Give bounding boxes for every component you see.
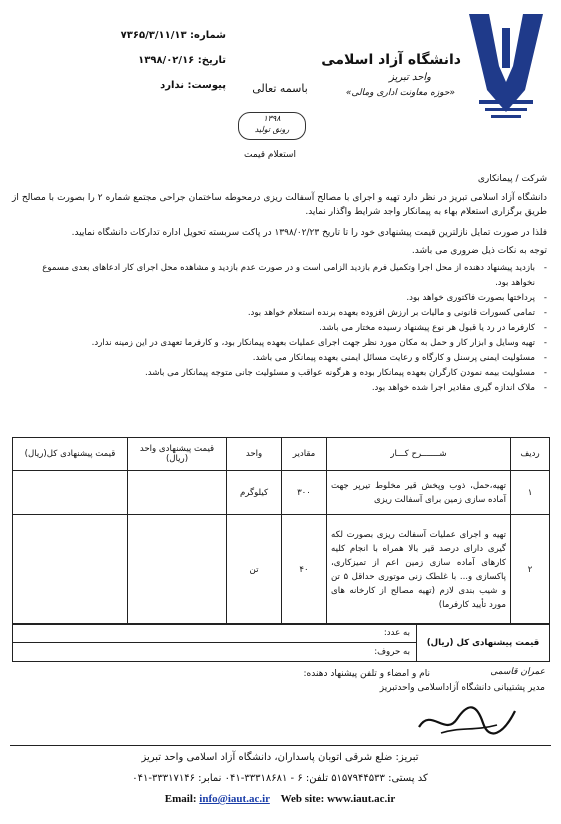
condition-item: - پرداختها بصورت فاکتوری خواهد بود. — [20, 291, 553, 306]
letter-attachment — [46, 80, 226, 91]
row-unit-price-field[interactable] — [128, 471, 227, 515]
table-row — [13, 515, 550, 625]
condition-item: - تهیه وسایل و ابزار کار و حمل به مکان مورد نظر جهت اجرای عملیات بعهده پیمانکار بود، و کارفرما تعهدی در این زمینه ندارد. — [20, 336, 553, 351]
bidder-signature-label: نام و امضاء و تلفن پیشنهاد دهنده: — [303, 669, 430, 679]
letter-number-label: شماره: — [190, 30, 226, 41]
table-row — [13, 471, 550, 515]
header-unit-price: قیمت پیشنهادی واحد (ریال) — [128, 438, 227, 471]
bismillah: باسمه تعالی — [252, 82, 308, 95]
row-total-price-field[interactable] — [13, 515, 128, 625]
intro-paragraph: دانشگاه آزاد اسلامی تبریز در نظر دارد تهیه و اجرای با مصالح آسفالت ریزی درمحوطه ساختمان جراحی مجتمع شماره ۲ را بصورت با مصالح از طریق برگزاری استعلام بهاء به پیمانکار واجد شرایط واگذار نماید. — [12, 193, 547, 217]
conditions-list — [20, 261, 553, 396]
email-label: Email: — [164, 793, 197, 805]
items-table — [12, 437, 550, 625]
condition-item: - مسئولیت بیمه نمودن کارگران بعهده پیمانکار بوده و هرگونه عواقب و مسئولیت جانی متوجه پیمانکار می باشد. — [20, 366, 553, 381]
letter-date — [46, 55, 226, 66]
row-unit: تن — [227, 515, 282, 625]
handwritten-signature — [411, 697, 521, 743]
row-quantity: ۳۰۰ — [282, 471, 327, 515]
footer-divider — [10, 745, 551, 746]
row-number: ۱ — [511, 471, 550, 515]
letter-attachment-value: ندارد — [160, 80, 184, 91]
condition-item: - بازدید پیشنهاد دهنده از محل اجرا وتکمیل فرم بازدید الزامی است و در صورت عدم بازدید و مشاهده محل اجرای کار ادعاهای بعدی مسموع نخواهد بود. — [20, 261, 553, 291]
footer-contacts: کد پستی: ۵۱۵۷۹۴۴۵۳۳ تلفن: ۶ - ۳۳۳۱۸۶۸۱-۰۴۱ نمابر: ۳۳۳۱۷۱۴۶-۰۴۱ — [132, 773, 428, 784]
notes-intro: توجه به نکات ذیل ضروری می باشد. — [411, 246, 547, 256]
email-link[interactable]: info@iaut.ac.ir — [199, 793, 270, 805]
total-in-words-field[interactable]: به حروف: — [13, 643, 417, 662]
header-total-price: قیمت پیشنهادی کل(ریال) — [13, 438, 128, 471]
condition-item: - تمامی کسورات قانونی و مالیات بر ارزش افزوده بعهده برنده استعلام خواهد بود. — [20, 306, 553, 321]
letter-number — [46, 30, 226, 41]
header-quantity: مقادیر — [282, 438, 327, 471]
website-link[interactable]: www.iaut.ac.ir — [327, 793, 396, 805]
signer-title: مدیر پشتیبانی دانشگاه آزاداسلامی واحدتبریز — [379, 683, 545, 693]
seal-slogan: رونق تولید — [254, 125, 290, 134]
signer-name: عمران قاسمی — [490, 667, 545, 677]
row-number: ۲ — [511, 515, 550, 625]
footer-web-line — [10, 793, 550, 805]
row-total-price-field[interactable] — [13, 471, 128, 515]
seal-year: ۱۳۹۸ — [263, 114, 281, 123]
header-unit: واحد — [227, 438, 282, 471]
deputy-office: «حوزه معاونت اداری ومالی» — [345, 88, 455, 98]
letter-date-label: تاریخ: — [197, 55, 226, 66]
table-header-row — [13, 438, 550, 471]
row-description: تهیه،حمل، ذوب وپخش قیر مخلوط تیرپر جهت آماده سازی زمین برای آسفالت ریزی — [327, 471, 511, 515]
branch-name: واحد تبریز — [389, 72, 431, 83]
condition-item: - مسئولیت ایمنی پرسنل و کارگاه و رعایت مسائل ایمنی بعهده پیمانکار می باشد. — [20, 351, 553, 366]
footer-address: تبریز: ضلع شرقی اتوبان پاسداران، دانشگاه آزاد اسلامی واحد تبریز — [141, 752, 419, 763]
letter-date-value: ۱۳۹۸/۰۲/۱۶ — [138, 55, 195, 66]
recipient-line: شرکت / پیمانکاری — [477, 174, 547, 184]
letter-attachment-label: پیوست: — [187, 80, 226, 91]
subject-title: استعلام قیمت — [244, 150, 296, 160]
total-in-numbers-field[interactable]: به عدد: — [13, 624, 417, 643]
website-label: Web site: — [280, 793, 325, 805]
totals-table — [12, 623, 550, 662]
letter-number-value: ۷۳۶۵/۳/۱۱/۱۳ — [120, 30, 187, 41]
row-quantity: ۴۰ — [282, 515, 327, 625]
totals-label: قیمت پیشنهادی کل (ریال) — [417, 624, 550, 662]
year-slogan-seal — [238, 112, 306, 140]
row-description: تهیه و اجرای عملیات آسفالت ریزی بصورت لکه گیری دارای درصد قیر بالا همراه با انجام کلیه کارهای آماده سازی زمین اعم از تمیزکاری، پاکسازی و... با غلطک زنی موتوری حداقل ۵ تن و شیب بندی لازم (تهیه مصالح از کارخانه های مورد تأیید کارفرما) — [327, 515, 511, 625]
university-logo — [465, 8, 547, 126]
university-name: دانشگاه آزاد اسلامی — [321, 52, 461, 68]
row-unit: کیلوگرم — [227, 471, 282, 515]
condition-item: - کارفرما در رد یا قبول هر نوع پیشنهاد رسیده مختار می باشد. — [20, 321, 553, 336]
header-description: شـــــــرح کـــار — [327, 438, 511, 471]
row-unit-price-field[interactable] — [128, 515, 227, 625]
header-row-number: ردیف — [511, 438, 550, 471]
condition-item: - ملاک اندازه گیری مقادیر اجرا شده خواهد بود. — [20, 381, 553, 396]
request-paragraph: فلذا در صورت تمایل نازلترین قیمت پیشنهادی خود را تا تاریخ ۱۳۹۸/۰۲/۲۳ در پاکت سربسته تحویل اداره تدارکات دانشگاه نمایید. — [71, 228, 547, 238]
